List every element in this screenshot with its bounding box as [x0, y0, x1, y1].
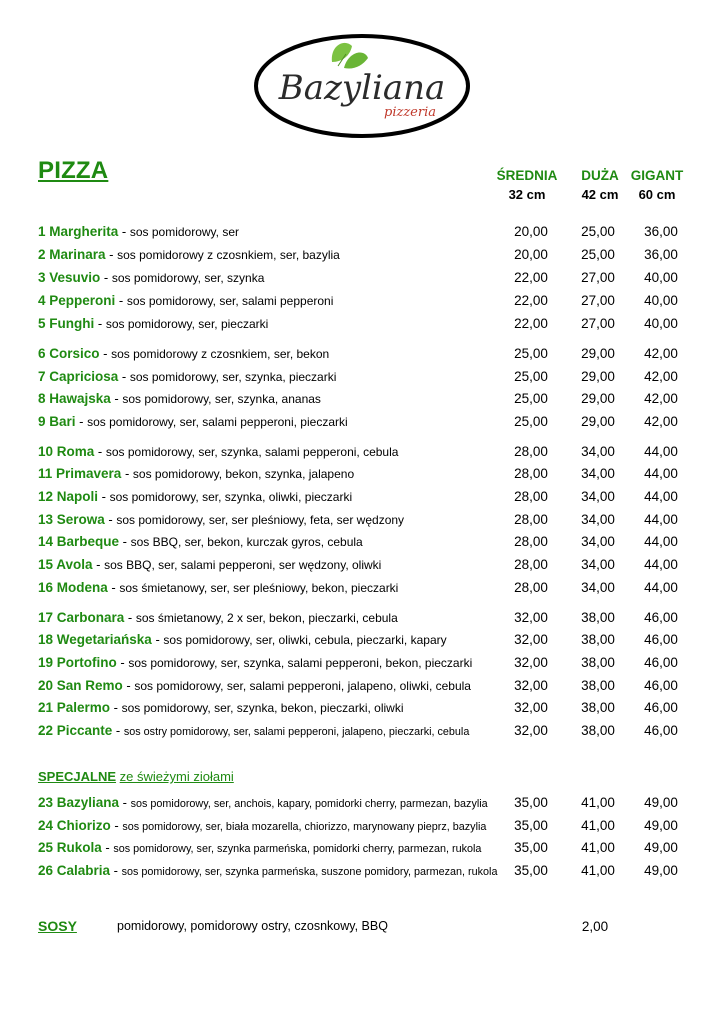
pizza-name: 25 Rukola — [38, 840, 102, 855]
pizza-ingredients: sos BBQ, ser, salami pepperoni, ser wędzony, oliwki — [104, 558, 382, 572]
menu-item — [38, 369, 336, 384]
price-3: 42,00 — [644, 414, 678, 429]
price-1: 25,00 — [514, 391, 548, 406]
price-3: 40,00 — [644, 270, 678, 285]
logo-graphic — [252, 32, 472, 140]
price-2: 34,00 — [581, 557, 615, 572]
pizza-name: 11 Primavera — [38, 466, 122, 481]
logo-sub: pizzeria — [384, 105, 436, 120]
pizza-ingredients: sos pomidorowy, ser, biała mozarella, chiorizzo, marynowany pieprz, bazylia — [122, 821, 487, 833]
price-3: 49,00 — [644, 863, 678, 878]
price-1: 28,00 — [514, 512, 548, 527]
price-1: 32,00 — [514, 723, 548, 738]
pizza-ingredients: sos pomidorowy z czosnkiem, ser, bazylia — [117, 248, 340, 262]
menu-item — [38, 840, 481, 855]
menu-row — [38, 700, 688, 720]
separator: - — [116, 655, 129, 670]
separator: - — [98, 489, 110, 504]
menu-row — [38, 795, 688, 815]
column-size: 42 cm — [581, 187, 619, 202]
menu-item — [38, 678, 471, 693]
separator: - — [119, 795, 131, 810]
separator: - — [100, 270, 112, 285]
menu-row — [38, 224, 688, 244]
price-3: 46,00 — [644, 678, 678, 693]
menu-item — [38, 512, 404, 527]
price-3: 49,00 — [644, 818, 678, 833]
separator: - — [151, 632, 164, 647]
pizza-name: 9 Bari — [38, 414, 76, 429]
pizza-name: 8 Hawajska — [38, 391, 111, 406]
price-3: 36,00 — [644, 224, 678, 239]
price-2: 27,00 — [581, 316, 615, 331]
menu-item — [38, 346, 329, 361]
price-1: 35,00 — [514, 840, 548, 855]
pizza-ingredients: sos pomidorowy, ser, salami pepperoni — [126, 294, 334, 308]
price-3: 46,00 — [644, 723, 678, 738]
pizza-name: 24 Chiorizo — [38, 818, 111, 833]
pizza-ingredients: sos pomidorowy, ser, anchois, kapary, pomidorki cherry, parmezan, bazylia — [130, 798, 488, 810]
separator: - — [104, 512, 117, 527]
pizza-name: 22 Piccante — [38, 723, 113, 738]
price-1: 20,00 — [514, 247, 548, 262]
pizza-ingredients: sos śmietanowy, 2 x ser, bekon, pieczarki, cebula — [135, 611, 398, 625]
pizza-ingredients: sos pomidorowy, ser, szynka, pieczarki — [129, 370, 337, 384]
price-2: 34,00 — [581, 489, 615, 504]
price-3: 44,00 — [644, 444, 678, 459]
price-2: 41,00 — [581, 818, 615, 833]
sauces-row — [38, 918, 688, 938]
price-3: 44,00 — [644, 489, 678, 504]
menu-row — [38, 678, 688, 698]
price-1: 28,00 — [514, 580, 548, 595]
menu-item — [38, 414, 348, 429]
pizza-name: 5 Funghi — [38, 316, 95, 331]
menu-row — [38, 466, 688, 486]
menu-row — [38, 293, 688, 313]
separator: - — [101, 840, 114, 855]
price-3: 44,00 — [644, 512, 678, 527]
separator: - — [124, 610, 136, 625]
pizza-name: 7 Capriciosa — [38, 369, 119, 384]
column-head-1 — [488, 166, 566, 204]
pizza-name: 4 Pepperoni — [38, 293, 116, 308]
separator: - — [110, 818, 123, 833]
pizza-name: 2 Marinara — [38, 247, 106, 262]
price-2: 38,00 — [581, 700, 615, 715]
price-1: 28,00 — [514, 534, 548, 549]
price-1: 35,00 — [514, 795, 548, 810]
separator: - — [105, 247, 118, 262]
price-2: 29,00 — [581, 414, 615, 429]
pizza-name: 23 Bazyliana — [38, 795, 120, 810]
price-3: 49,00 — [644, 795, 678, 810]
price-1: 32,00 — [514, 655, 548, 670]
menu-row — [38, 818, 688, 838]
price-3: 42,00 — [644, 391, 678, 406]
separator: - — [121, 466, 133, 481]
price-2: 38,00 — [581, 723, 615, 738]
column-label: DUŻA — [581, 168, 619, 183]
price-1: 25,00 — [514, 346, 548, 361]
separator: - — [119, 534, 131, 549]
menu-item — [38, 795, 488, 810]
separator: - — [110, 391, 123, 406]
price-1: 28,00 — [514, 489, 548, 504]
pizza-ingredients: sos pomidorowy, ser, szynka, ananas — [122, 392, 321, 406]
pizza-name: 14 Barbeque — [38, 534, 120, 549]
menu-item — [38, 557, 381, 572]
pizza-ingredients: sos pomidorowy, ser, oliwki, cebula, pieczarki, kapary — [163, 633, 447, 647]
menu-row — [38, 391, 688, 411]
pizza-ingredients: sos ostry pomidorowy, ser, salami pepperoni, jalapeno, pieczarki, cebula — [123, 726, 470, 738]
separator: - — [107, 580, 120, 595]
pizza-name: 3 Vesuvio — [38, 270, 101, 285]
price-3: 44,00 — [644, 466, 678, 481]
price-2: 34,00 — [581, 512, 615, 527]
pizza-name: 16 Modena — [38, 580, 108, 595]
price-3: 46,00 — [644, 700, 678, 715]
menu-row — [38, 580, 688, 600]
separator: - — [92, 557, 105, 572]
separator: - — [118, 369, 130, 384]
separator: - — [110, 700, 122, 715]
pizza-name: 13 Serowa — [38, 512, 105, 527]
menu-item — [38, 489, 352, 504]
pizza-name: 1 Margherita — [38, 224, 119, 239]
menu-item — [38, 247, 340, 262]
column-size: 32 cm — [508, 187, 546, 202]
pizza-ingredients: sos pomidorowy, ser, szynka parmeńska, pomidorki cherry, parmezan, rukola — [113, 843, 482, 855]
pizza-ingredients: sos pomidorowy, ser, salami pepperoni, pieczarki — [87, 415, 348, 429]
sauces-text: pomidorowy, pomidorowy ostry, czosnkowy, BBQ — [117, 919, 388, 933]
price-1: 32,00 — [514, 632, 548, 647]
price-2: 29,00 — [581, 391, 615, 406]
price-2: 34,00 — [581, 580, 615, 595]
pizza-ingredients: sos pomidorowy, ser — [129, 225, 239, 239]
special-section-heading — [38, 769, 234, 784]
price-2: 25,00 — [581, 224, 615, 239]
separator: - — [94, 444, 106, 459]
menu-row — [38, 444, 688, 464]
menu-item — [38, 818, 486, 833]
pizza-name: 19 Portofino — [38, 655, 117, 670]
menu-row — [38, 723, 688, 743]
price-1: 22,00 — [514, 293, 548, 308]
price-3: 44,00 — [644, 534, 678, 549]
menu-item — [38, 293, 333, 308]
separator: - — [122, 678, 135, 693]
price-3: 40,00 — [644, 293, 678, 308]
pizza-name: 21 Palermo — [38, 700, 111, 715]
menu-row — [38, 316, 688, 336]
price-1: 32,00 — [514, 700, 548, 715]
menu-row — [38, 489, 688, 509]
price-2: 41,00 — [581, 840, 615, 855]
separator: - — [99, 346, 112, 361]
pizza-name: 17 Carbonara — [38, 610, 125, 625]
pizza-ingredients: sos pomidorowy, ser, szynka, salami pepperoni, bekon, pieczarki — [128, 656, 473, 670]
menu-row — [38, 655, 688, 675]
column-label: GIGANT — [630, 168, 684, 183]
logo — [252, 32, 472, 140]
price-2: 41,00 — [581, 795, 615, 810]
menu-row — [38, 840, 688, 860]
price-3: 46,00 — [644, 655, 678, 670]
separator: - — [115, 293, 127, 308]
separator: - — [94, 316, 106, 331]
page-title: PIZZA — [38, 157, 109, 184]
separator: - — [75, 414, 88, 429]
pizza-name: 6 Corsico — [38, 346, 100, 361]
menu-item — [38, 580, 398, 595]
price-2: 38,00 — [581, 655, 615, 670]
pizza-ingredients: sos BBQ, ser, bekon, kurczak gyros, cebula — [130, 535, 363, 549]
price-2: 34,00 — [581, 444, 615, 459]
price-3: 40,00 — [644, 316, 678, 331]
price-2: 38,00 — [581, 678, 615, 693]
pizza-ingredients: sos pomidorowy, ser, pieczarki — [105, 317, 269, 331]
menu-row — [38, 247, 688, 267]
sauces-price: 2,00 — [581, 919, 609, 934]
price-2: 41,00 — [581, 863, 615, 878]
pizza-ingredients: sos pomidorowy, ser, szynka, bekon, pieczarki, oliwki — [121, 701, 404, 715]
menu-item — [38, 700, 404, 715]
menu-row — [38, 270, 688, 290]
price-1: 22,00 — [514, 316, 548, 331]
price-1: 35,00 — [514, 818, 548, 833]
pizza-ingredients: sos pomidorowy, ser, salami pepperoni, jalapeno, oliwki, cebula — [134, 679, 471, 693]
column-head-2 — [569, 166, 631, 204]
menu-item — [38, 632, 447, 647]
menu-item — [38, 655, 472, 670]
price-3: 42,00 — [644, 346, 678, 361]
separator: - — [112, 723, 124, 738]
pizza-ingredients: sos pomidorowy, ser, szynka — [111, 271, 265, 285]
price-1: 28,00 — [514, 557, 548, 572]
column-head-3 — [625, 166, 689, 204]
pizza-name: 18 Wegetariańska — [38, 632, 152, 647]
special-heading: SPECJALNE — [38, 769, 117, 784]
menu-item — [38, 270, 264, 285]
menu-item — [38, 534, 363, 549]
menu-item — [38, 391, 321, 406]
menu-item — [38, 863, 497, 878]
price-2: 38,00 — [581, 632, 615, 647]
pizza-ingredients: sos pomidorowy z czosnkiem, ser, bekon — [111, 347, 330, 361]
price-1: 25,00 — [514, 414, 548, 429]
pizza-ingredients: sos śmietanowy, ser, ser pleśniowy, bekon, pieczarki — [119, 581, 399, 595]
price-2: 27,00 — [581, 293, 615, 308]
menu-row — [38, 512, 688, 532]
price-3: 49,00 — [644, 840, 678, 855]
sauces-label: SOSY — [38, 918, 77, 934]
column-label: ŚREDNIA — [496, 168, 558, 183]
price-2: 27,00 — [581, 270, 615, 285]
menu-item — [38, 224, 239, 239]
menu-item — [38, 466, 354, 481]
menu-item — [38, 723, 469, 738]
price-1: 25,00 — [514, 369, 548, 384]
pizza-ingredients: sos pomidorowy, bekon, szynka, jalapeno — [132, 467, 355, 481]
menu-row — [38, 534, 688, 554]
price-1: 32,00 — [514, 678, 548, 693]
pizza-ingredients: sos pomidorowy, ser, szynka, salami pepperoni, cebula — [105, 445, 399, 459]
menu-row — [38, 557, 688, 577]
menu-row — [38, 414, 688, 434]
price-1: 32,00 — [514, 610, 548, 625]
menu-item — [38, 444, 398, 459]
special-subheading: ze świeżymi ziołami — [119, 769, 234, 784]
price-1: 35,00 — [514, 863, 548, 878]
pizza-name: 15 Avola — [38, 557, 93, 572]
price-3: 46,00 — [644, 610, 678, 625]
price-3: 36,00 — [644, 247, 678, 262]
column-size: 60 cm — [638, 187, 676, 202]
menu-row — [38, 369, 688, 389]
separator: - — [118, 224, 130, 239]
price-3: 46,00 — [644, 632, 678, 647]
pizza-ingredients: sos pomidorowy, ser, szynka, oliwki, pieczarki — [109, 490, 353, 504]
price-2: 29,00 — [581, 369, 615, 384]
menu-row — [38, 610, 688, 630]
menu-item — [38, 610, 398, 625]
price-1: 20,00 — [514, 224, 548, 239]
pizza-ingredients: sos pomidorowy, ser, ser pleśniowy, feta, ser wędzony — [116, 513, 405, 527]
price-2: 29,00 — [581, 346, 615, 361]
pizza-name: 20 San Remo — [38, 678, 123, 693]
separator: - — [110, 863, 122, 878]
price-1: 28,00 — [514, 466, 548, 481]
pizza-name: 10 Roma — [38, 444, 95, 459]
menu-item — [38, 316, 268, 331]
menu-row — [38, 863, 688, 883]
price-3: 44,00 — [644, 580, 678, 595]
pizza-name: 12 Napoli — [38, 489, 99, 504]
price-1: 22,00 — [514, 270, 548, 285]
pizza-ingredients: sos pomidorowy, ser, szynka parmeńska, suszone pomidory, parmezan, rukola — [121, 866, 498, 878]
price-1: 28,00 — [514, 444, 548, 459]
menu-row — [38, 632, 688, 652]
price-3: 42,00 — [644, 369, 678, 384]
menu-row — [38, 346, 688, 366]
price-3: 44,00 — [644, 557, 678, 572]
price-2: 38,00 — [581, 610, 615, 625]
price-2: 34,00 — [581, 466, 615, 481]
pizza-name: 26 Calabria — [38, 863, 111, 878]
price-2: 25,00 — [581, 247, 615, 262]
logo-brand: Bazyliana — [278, 68, 446, 108]
price-2: 34,00 — [581, 534, 615, 549]
